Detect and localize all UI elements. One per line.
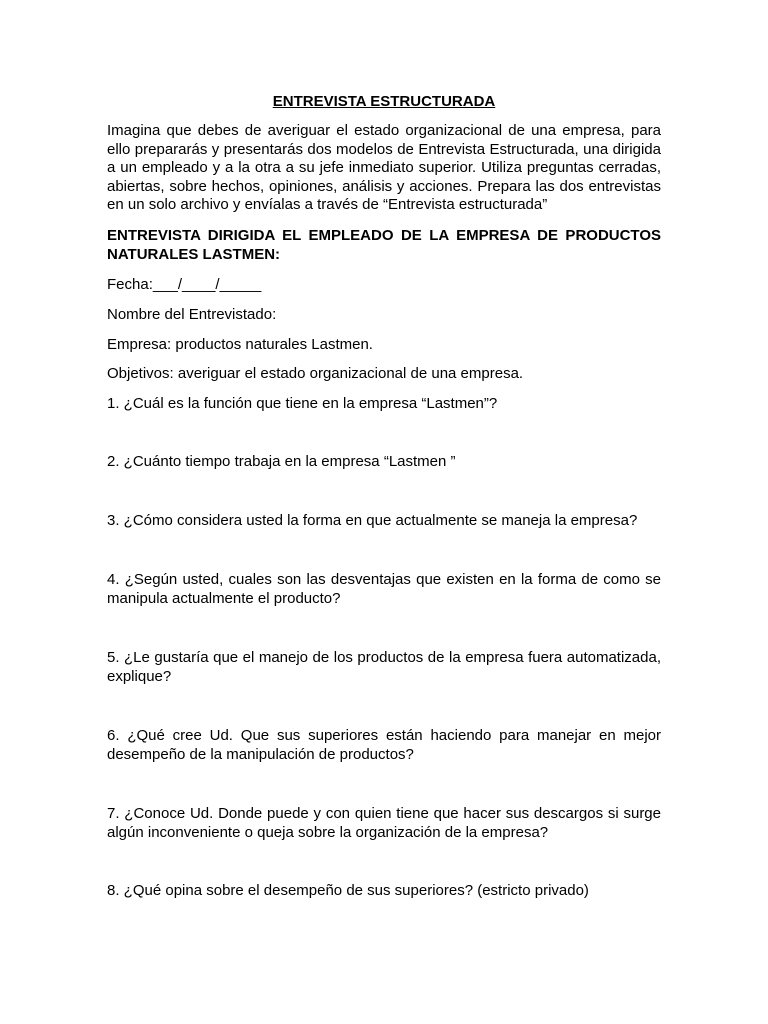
question-3: 3. ¿Cómo considera usted la forma en que actualmente se maneja la empresa? — [107, 512, 638, 529]
question-4: 4. ¿Según usted, cuales son las desventajas que existen en la forma de como se manipula actualmente el producto? — [107, 571, 661, 607]
intro-paragraph: Imagina que debes de averiguar el estado organizacional de una empresa, para ello prepararás y presentarás dos modelos de Entrevista Estructurada, una dirigida a un empleado y a la otra a su jefe inmediato superior. Utiliza preguntas cerradas, abiertas, sobre hechos, opiniones, análisis y acciones. Prepara las dos entrevistas en un solo archivo y envíalas a través de “Entrevista estructurada” — [107, 122, 661, 213]
question-2: 2. ¿Cuánto tiempo trabaja en la empresa “Lastmen ” — [107, 453, 456, 470]
question-6: 6. ¿Qué cree Ud. Que sus superiores están haciendo para manejar en mejor desempeño de la manipulación de productos? — [107, 727, 661, 763]
objetivos-line: Objetivos: averiguar el estado organizacional de una empresa. — [107, 365, 524, 382]
question-8: 8. ¿Qué opina sobre el desempeño de sus superiores? (estricto privado) — [107, 882, 589, 899]
question-5: 5. ¿Le gustaría que el manejo de los productos de la empresa fuera automatizada, explique? — [107, 649, 661, 685]
empresa-line: Empresa: productos naturales Lastmen. — [107, 336, 373, 353]
fecha-line: Fecha:___/____/_____ — [107, 276, 262, 293]
nombre-line: Nombre del Entrevistado: — [107, 306, 277, 323]
question-7: 7. ¿Conoce Ud. Donde puede y con quien tiene que hacer sus descargos si surge algún inconveniente o queja sobre la organización de la empresa? — [107, 805, 661, 841]
question-1: 1. ¿Cuál es la función que tiene en la empresa “Lastmen”? — [107, 395, 498, 412]
document-title: ENTREVISTA ESTRUCTURADA — [272, 93, 496, 110]
section-heading: ENTREVISTA DIRIGIDA EL EMPLEADO DE LA EMPRESA DE PRODUCTOS NATURALES LASTMEN: — [107, 227, 661, 263]
